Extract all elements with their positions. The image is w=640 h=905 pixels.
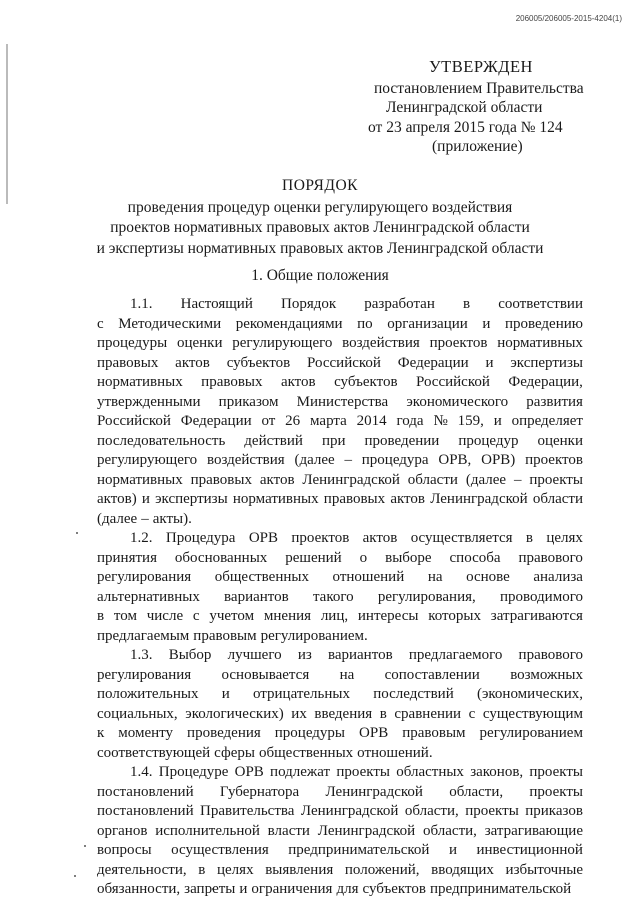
scan-speck xyxy=(74,875,76,877)
paragraph-line: с Методическими рекомендациями по организации и проведению xyxy=(97,315,583,332)
paragraph-line: (далее – акты). xyxy=(97,510,192,527)
document-number: 206005/206005-2015-4204(1) xyxy=(515,14,622,23)
paragraph-line: постановлений Губернатора Ленинградской области, проекты xyxy=(97,783,583,800)
paragraph-line: органов исполнительной власти Ленинградской области, затрагивающие xyxy=(97,822,583,839)
section-heading: 1. Общие положения xyxy=(251,267,389,284)
paragraph xyxy=(97,529,583,646)
paragraph-line: 1.3. Выбор лучшего из вариантов предлагаемого правового xyxy=(130,647,583,663)
paragraph xyxy=(97,646,583,763)
paragraph-line: 1.4. Процедуре ОРВ подлежат проекты областных законов, проекты xyxy=(130,764,583,780)
paragraph-line: 1.2. Процедура ОРВ проектов актов осуществляется в целях xyxy=(130,530,583,546)
paragraph-line: нормативных правовых актов субъектов Российской Федерации, xyxy=(97,374,583,390)
approval-line: от 23 апреля 2015 года № 124 xyxy=(368,118,563,136)
paragraph-line: правовых актов субъектов Российской Федерации и экспертизы xyxy=(97,354,583,371)
paragraph-line: социальных, экологических) их введения в сравнении с существующим xyxy=(97,705,583,722)
approval-line: постановлением Правительства xyxy=(374,79,584,97)
paragraph-line: соответствующей сферы общественных отношений. xyxy=(97,744,433,761)
paragraph-line: Российской Федерации от 26 марта 2014 года № 159, и определяет xyxy=(97,413,583,429)
paragraph-line: постановлений Правительства Ленинградской области, проекты приказов xyxy=(97,803,583,819)
paragraph-line: регулирования общественных отношений на основе анализа xyxy=(97,569,583,585)
paragraph-line: утвержденными приказом Министерства экономического развития xyxy=(97,393,583,410)
approval-line: Ленинградской области xyxy=(386,99,543,116)
paragraph xyxy=(97,763,583,900)
paragraph-line: обязанности, запреты и ограничения для субъектов предпринимательской xyxy=(97,881,572,897)
title-heading: ПОРЯДОК xyxy=(282,177,358,194)
paragraph-line: актов) и экспертизы нормативных правовых актов Ленинградской области xyxy=(97,491,583,507)
title-subtitle-line: и экспертизы нормативных правовых актов Ленинградской области xyxy=(96,239,544,257)
approval-line: (приложение) xyxy=(432,138,523,155)
title-subtitle-line: проектов нормативных правовых актов Ленинградской области xyxy=(110,219,530,236)
document-title xyxy=(96,176,544,259)
document-body xyxy=(97,295,583,900)
approval-stamp xyxy=(368,57,584,157)
title-subtitle-line: проведения процедур оценки регулирующего воздействия xyxy=(127,198,513,216)
approval-heading: УТВЕРЖДЕН xyxy=(429,57,533,76)
paragraph-line: вопросы осуществления предпринимательской и инвестиционной xyxy=(97,842,583,858)
paragraph-line: 1.1. Настоящий Порядок разработан в соответствии xyxy=(130,296,583,312)
scan-speck xyxy=(84,845,86,847)
scan-speck xyxy=(76,532,78,534)
paragraph-line: в том числе с учетом мнения лиц, интересы которых затрагиваются xyxy=(97,608,583,624)
paragraph-line: к моменту проведения процедуры ОРВ правовым регулированием xyxy=(97,725,583,741)
paragraph xyxy=(97,295,583,529)
paragraph-line: предлагаемым правовым регулированием. xyxy=(97,627,368,644)
paragraph-line: регулирующего воздействия (далее – процедура ОРВ, ОРВ) проектов xyxy=(97,452,583,468)
paragraph-line: регулирования основывается на сопоставлении возможных xyxy=(97,666,583,683)
paragraph-line: принятия обоснованных решений о выборе способа правового xyxy=(97,549,583,566)
paragraph-line: нормативных правовых актов Ленинградской области (далее – проекты xyxy=(97,471,583,488)
paragraph-line: последовательность действий при проведении процедур оценки xyxy=(97,432,583,449)
paragraph-line: альтернативных вариантов такого регулирования, проводимого xyxy=(97,588,583,605)
paragraph-line: деятельности, в целях выявления положений, вводящих избыточные xyxy=(97,861,583,878)
paragraph-line: процедуры оценки регулирующего воздействия проектов нормативных xyxy=(97,335,583,351)
paragraph-line: положительных и отрицательных последствий (экономических, xyxy=(97,686,583,702)
scan-edge-mark xyxy=(6,44,8,204)
